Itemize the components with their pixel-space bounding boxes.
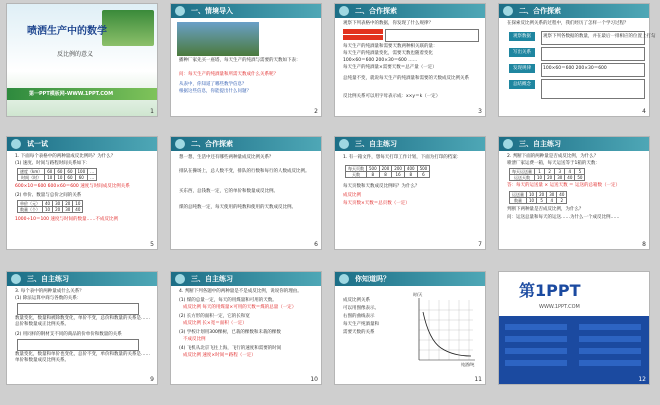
slide-number: 5: [150, 241, 154, 248]
slide-thumbnail-8[interactable]: [498, 136, 650, 250]
text-line: 观察下列表格中的数据，你发现了什么规律？: [343, 21, 433, 26]
logo-icon: [339, 6, 349, 16]
slide-thumbnail-2[interactable]: [170, 3, 322, 117]
slide-title: 喷洒生产中的数学: [27, 26, 107, 37]
slide-thumbnail-7[interactable]: [334, 136, 486, 250]
logo-icon: [339, 274, 349, 284]
info-row: [505, 336, 567, 342]
text-line: 成反比例关系: [343, 298, 370, 303]
text-line: 每天生产的纯酒量和需要天数两种相关联的量：: [343, 44, 438, 49]
step-tag: 发现规律: [509, 64, 535, 73]
field-photo: [102, 10, 154, 46]
text-line: 在探索反比例关系的过程中，我们经历了怎样一个学习过程？: [507, 21, 629, 26]
text-line: 600×10＝600 600×60＝600 速度与时间成反比例关系: [15, 184, 130, 189]
info-row: [505, 360, 567, 366]
text-line: (2) 长方形的面积一定，它的长和宽: [179, 314, 250, 319]
slide-number: 7: [478, 241, 482, 248]
data-table: 每天运送量 1 2 3 4 5 运送天数 10 20 30 40 50: [509, 168, 585, 181]
text-line: 需要天数的关系: [343, 330, 375, 335]
text-line: (3) 学校计划用300棵树，已栽的棵数和未栽的棵数: [179, 330, 281, 335]
step-box: [541, 47, 645, 61]
slide-footer: 第一PPT模板网-WWW.1PPT.COM: [29, 91, 114, 97]
table-label-bar: [343, 29, 383, 34]
slide-number: 11: [474, 376, 482, 383]
text-line: 数量变化，数量和单价也变化，总价不变，单价和数量的关系是……单价和数量成反比例关系。: [15, 352, 150, 363]
data-table: [17, 339, 139, 351]
slide-header: 一、情境导入: [171, 4, 321, 18]
info-row: [505, 324, 567, 330]
scene-photo: [177, 22, 259, 56]
data-table: [17, 303, 139, 315]
slide-header: 三、自主练习: [171, 272, 321, 286]
info-row: [579, 360, 641, 366]
step-tag: 观察数据: [509, 32, 535, 41]
slide-header: 二、合作探索: [171, 137, 321, 151]
info-row: [505, 348, 567, 354]
data-table: [385, 29, 479, 42]
slide-number: 10: [310, 376, 318, 383]
info-row: [579, 348, 641, 354]
text-line: (4) 飞机从北京飞往上海，飞行的速度和需要的时间: [179, 346, 282, 351]
logo-icon: [503, 6, 513, 16]
text-line: 根据这些信息，你能提出什么问题？: [179, 89, 251, 94]
text-line: 问：运送总量和每天的运送……为什么一个成反比例……: [507, 215, 620, 220]
text-line: 问：每天生产的纯酒量和所需天数成什么关系呢？: [179, 72, 278, 77]
slide-thumbnail-10[interactable]: [170, 271, 322, 385]
slide-number: 3: [478, 108, 482, 115]
text-line: 2. 判断下面的两种量是否成反比例，为什么？: [507, 154, 599, 159]
text-line: 成反比例 每天的用煤量×可用的天数＝煤的总量（一定）: [183, 305, 297, 310]
logo-icon: [339, 139, 349, 149]
slide-header: 三、自主练习: [7, 272, 157, 286]
step-tag: 写出关系: [509, 48, 535, 57]
step-box: [541, 79, 645, 99]
text-line: 每天页数和天数成反比例吗？为什么？: [343, 184, 420, 189]
text-line: (1) 速度、时间与路程时间关系如下：: [15, 161, 91, 166]
slide-thumbnail-6[interactable]: [170, 136, 322, 250]
slide-thumbnail-1[interactable]: [6, 3, 158, 117]
text-line: 反比例关系可以用字母表示成：x×y＝k（一定）: [343, 94, 441, 99]
logo-icon: [11, 139, 21, 149]
text-line: 3. 每个表中的两种量成什么关系？: [15, 289, 84, 294]
data-table: 速度（km） 60 60 60 100 … 时间（时） 10 10 60 60 …: [17, 168, 97, 181]
text-line: 每天生产纯酒量和: [343, 322, 379, 327]
text-line: 1. 有一箱文件，想每天打印工作计划，下面为打印的档案：: [343, 155, 462, 160]
text-line: 每天生产的纯酒量×需要天数＝总产量（一定）: [343, 65, 437, 70]
text-line: 成反比例 速度×时间＝路程（一定）: [183, 353, 256, 358]
slide-thumbnail-11[interactable]: [334, 271, 486, 385]
text-line: 右图的曲线表示: [343, 314, 375, 319]
text-line: 100×60＝600 200×30＝600 ……: [343, 58, 418, 63]
slide-thumbnail-12[interactable]: [498, 271, 650, 385]
text-line: 每天页数×天数＝总页数（一定）: [343, 201, 410, 206]
info-row: [579, 336, 641, 342]
slide-header: 二、合作探索: [499, 4, 649, 18]
text-line: (2) 单价、数量与总价之间的关系: [15, 193, 82, 198]
inverse-curve-graph: [411, 290, 481, 370]
text-line: 1. 下面每个表格中的两种量成反比例吗？为什么？: [15, 154, 116, 159]
slide-thumbnail-3[interactable]: [334, 3, 486, 117]
text-line: (1) 除法运算中商与各数的关系：: [15, 296, 82, 301]
slide-number: 1: [150, 108, 154, 115]
slide-number: 8: [642, 241, 646, 248]
data-table: 单价（元） 40 30 20 10 数量（个） 10 20 30 40: [17, 200, 83, 213]
slide-thumbnail-5[interactable]: [6, 136, 158, 250]
slide-header: 你知道吗？: [335, 272, 485, 286]
text-line: 成反比例 长×宽＝面积（一定）: [183, 321, 247, 326]
text-line: 想一想，生活中还有哪些两种量成反比例关系？: [179, 155, 274, 160]
text-line: 从表中，你知道了哪些数学信息？: [179, 82, 247, 87]
slide-thumbnail-9[interactable]: [6, 271, 158, 385]
logo-icon: [11, 274, 21, 284]
slide-number: 12: [638, 376, 646, 383]
text-line: 可以用图像表示。: [343, 306, 379, 311]
text-line: 4. 判断下列各题中的两种量是不是成反比例，说说你的理由。: [179, 289, 302, 294]
data-table: 运送量 10 20 30 40 数量 10 5 4 2: [509, 191, 567, 204]
text-line: 不成反比例: [183, 337, 206, 342]
text-line: 答：每天的运送量 × 运送天数 ＝ 运送的总箱数（一定）: [507, 183, 620, 188]
text-line: (1) 煤的总量一定，每天的用煤量和可用的天数。: [179, 298, 277, 303]
text-line: 数量变化，数量和被除数变化，单价不变，总价和数量的关系是……总价和数量成正比例关系。: [15, 316, 150, 327]
slide-number: 6: [314, 241, 318, 248]
step-tag: 总结概念: [509, 80, 535, 89]
slide-number: 9: [150, 376, 154, 383]
data-table: 每天页数 500 200 200 400 500 天数 8 8 16 8 6: [345, 165, 430, 178]
slide-subtitle: 反比例的意义: [57, 51, 94, 58]
text-line: 100×60＝600 200×30＝600: [543, 66, 607, 71]
text-line: 买东西，总钱数一定，它的单价和数量成反比例。: [179, 189, 278, 194]
text-line: 成反比例: [343, 193, 361, 198]
y-axis-label: 时/天: [413, 292, 423, 297]
logo-icon: [175, 274, 185, 284]
slide-header: 二、合作探索: [335, 4, 485, 18]
slide-header: 三、自主练习: [335, 137, 485, 151]
text-line: 1000÷10＝100 速度与时间的数量……不成反比例: [15, 217, 118, 222]
slide-number: 4: [642, 108, 646, 115]
text-line: 播种厂家先买一座塔，每天生产的纯酒与需要的天数如下表：: [179, 58, 301, 63]
text-line: (2) 用同样的钢材支不同的商品的价单价和数量的关系: [15, 332, 122, 337]
text-line: 煤的总吨数一定，每天使用的吨数和使用的天数成反比例。: [179, 205, 296, 210]
text-line: 喷泄厂家运费一箱，每天运送等于1箱的天数：: [507, 161, 600, 166]
text-line: 每天生产的纯酒量变化，需要天数也随着变化: [343, 51, 433, 56]
text-line: 判断下两种量是否成反比例，为什么？: [507, 207, 584, 212]
brand-logo: 第1PPT: [519, 281, 581, 300]
slide-number: 2: [314, 108, 318, 115]
text-line: 观察下列各数据的数量，并在最后一排相应的位置上打勾: [543, 34, 656, 39]
x-axis-label: 纯酒/吨: [461, 362, 475, 367]
logo-icon: [503, 139, 513, 149]
brand-url: WWW.1PPT.COM: [539, 304, 580, 310]
slide-header: 试一试: [7, 137, 157, 151]
info-row: [579, 324, 641, 330]
logo-icon: [175, 139, 185, 149]
table-label-bar: [343, 35, 383, 40]
text-line: 排队在操场上，总人数不变，排队的行数和每行的人数成反比例。: [179, 169, 310, 174]
slide-thumbnail-4[interactable]: [498, 3, 656, 117]
slide-header: 三、自主练习: [499, 137, 649, 151]
logo-icon: [175, 6, 185, 16]
text-line: 总纯量不变，就说每天生产的纯酒量和需要的天数成反比例关系: [343, 76, 469, 81]
